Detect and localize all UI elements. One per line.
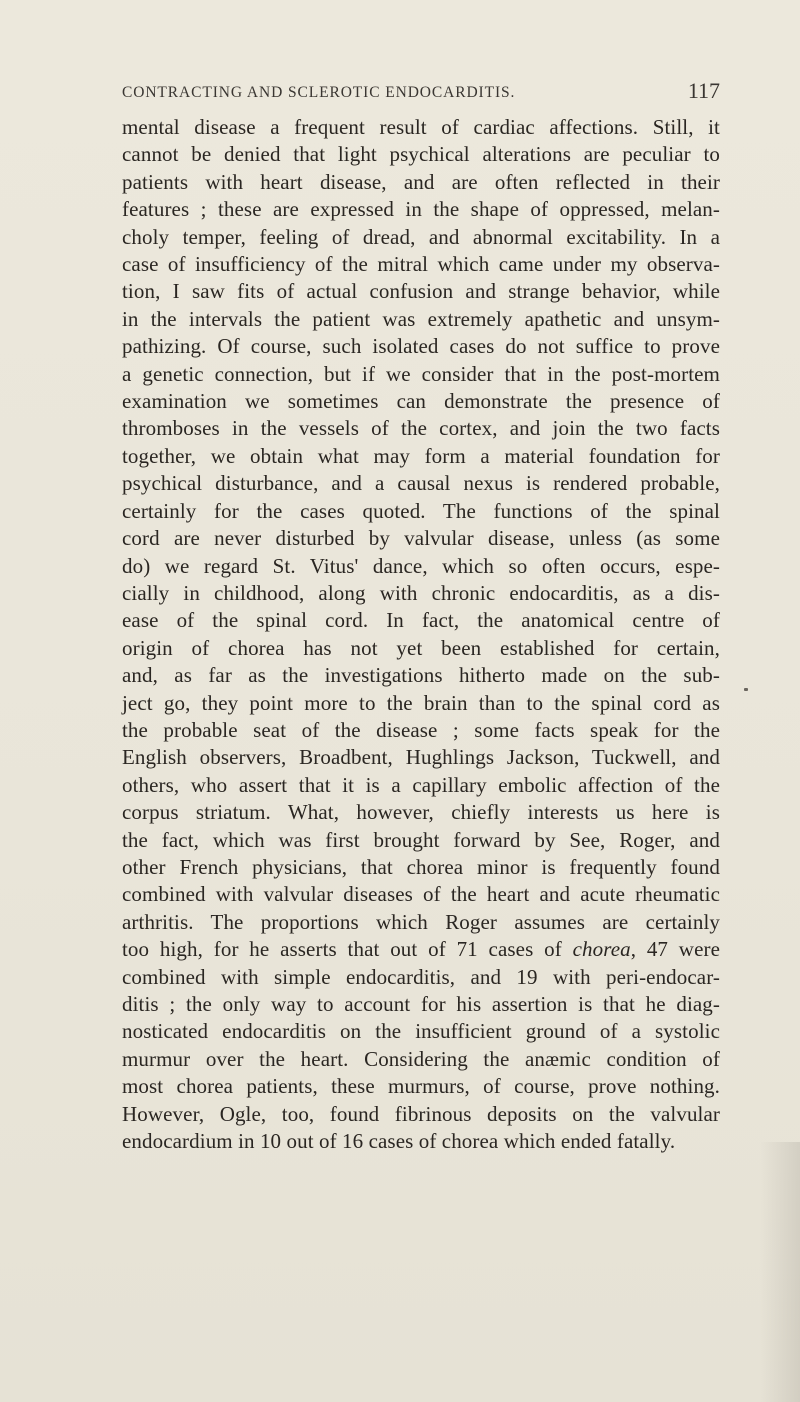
text-line: endocardium in 10 out of 16 cases of chorea which ended fatally. bbox=[122, 1129, 676, 1154]
text-line: examination we sometimes can demonstrate the presence of bbox=[122, 389, 720, 414]
text-line: a genetic connection, but if we consider that in the post-mortem bbox=[122, 361, 720, 386]
text-line: certainly for the cases quoted. The functions of the spinal bbox=[122, 498, 720, 523]
text-line: features ; these are expressed in the shape of oppressed, melan- bbox=[122, 197, 720, 222]
page-edge-shadow bbox=[760, 1142, 800, 1402]
text-line: combined with simple endocarditis, and 19 with peri-endocar- bbox=[122, 964, 720, 989]
text-line: pathizing. Of course, such isolated cases do not suffice to prove bbox=[122, 334, 720, 359]
text-line: However, Ogle, too, found fibrinous deposits on the valvular bbox=[122, 1101, 720, 1126]
text-line: ditis ; the only way to account for his assertion is that he diag- bbox=[122, 992, 720, 1016]
text-line: murmur over the heart. Considering the anæmic condition of bbox=[122, 1046, 720, 1071]
text-line: other French physicians, that chorea minor is frequently found bbox=[122, 854, 720, 879]
text-line: cannot be denied that light psychical alterations are peculiar to bbox=[122, 142, 720, 167]
page-number: 117 bbox=[687, 78, 720, 103]
text-line: and, as far as the investigations hitherto made on the sub- bbox=[122, 663, 720, 688]
text-line: ject go, they point more to the brain than to the spinal cord as bbox=[122, 690, 720, 715]
text-line: tion, I saw fits of actual confusion and strange behavior, while bbox=[122, 279, 720, 304]
text-line: thromboses in the vessels of the cortex, and join the two facts bbox=[122, 416, 720, 441]
running-head bbox=[122, 78, 722, 108]
text-line: too high, for he asserts that out of 71 cases of chorea, 47 were bbox=[122, 937, 721, 962]
text-line: mental disease a frequent result of cardiac affections. Still, it bbox=[122, 115, 720, 139]
text-line: ease of the spinal cord. In fact, the anatomical centre of bbox=[122, 608, 720, 633]
text-line: English observers, Broadbent, Hughlings Jackson, Tuckwell, and bbox=[122, 745, 720, 770]
text-line: others, who assert that it is a capillary embolic affection of the bbox=[122, 772, 720, 797]
text-line: choly temper, feeling of dread, and abnormal excitability. In a bbox=[122, 224, 720, 249]
text-line: psychical disturbance, and a causal nexus is rendered probable, bbox=[122, 471, 720, 496]
text-line: patients with heart disease, and are often reflected in their bbox=[122, 169, 720, 194]
text-line: the fact, which was first brought forward by See, Roger, and bbox=[122, 827, 720, 852]
text-line: do) we regard St. Vitus' dance, which so often occurs, espe- bbox=[122, 553, 720, 578]
text-line: case of insufficiency of the mitral which came under my observa- bbox=[122, 252, 720, 277]
text-line: combined with valvular diseases of the heart and acute rheumatic bbox=[122, 882, 720, 907]
text-line: in the intervals the patient was extremely apathetic and unsym- bbox=[122, 306, 720, 331]
running-title: CONTRACTING AND SCLEROTIC ENDOCARDITIS. bbox=[122, 84, 516, 101]
text-line: the probable seat of the disease ; some facts speak for the bbox=[122, 717, 720, 742]
ink-speck bbox=[744, 688, 748, 691]
body-paragraph bbox=[122, 114, 720, 1155]
text-line: corpus striatum. What, however, chiefly interests us here is bbox=[122, 800, 720, 825]
text-line: origin of chorea has not yet been established for certain, bbox=[122, 635, 720, 660]
text-line: cord are never disturbed by valvular disease, unless (as some bbox=[122, 526, 720, 551]
text-line: most chorea patients, these murmurs, of course, prove nothing. bbox=[122, 1074, 720, 1099]
text-line: cially in childhood, along with chronic endocarditis, as a dis- bbox=[122, 580, 720, 605]
text-line: together, we obtain what may form a material foundation for bbox=[122, 443, 720, 468]
text-line: nosticated endocarditis on the insufficient ground of a systolic bbox=[122, 1019, 720, 1044]
text-line: arthritis. The proportions which Roger assumes are certainly bbox=[122, 909, 720, 934]
